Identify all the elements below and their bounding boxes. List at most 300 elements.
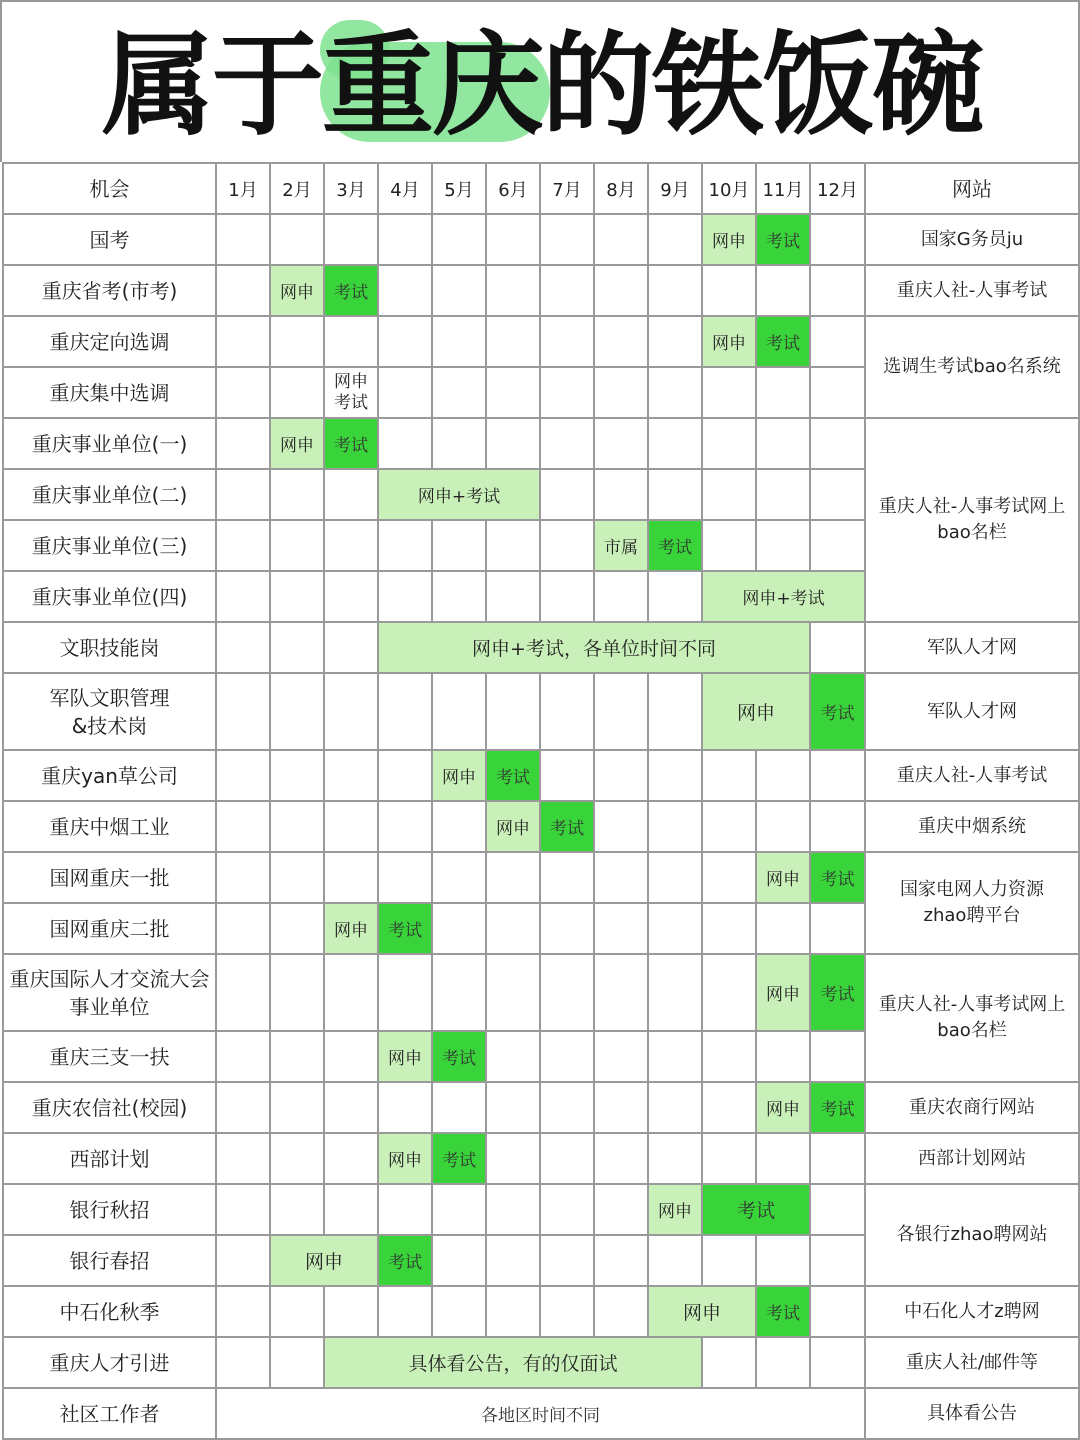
- empty-cell: [648, 571, 702, 622]
- empty-cell: [594, 1082, 648, 1133]
- empty-cell: [594, 673, 648, 750]
- empty-cell: [378, 954, 432, 1031]
- empty-cell: [594, 1133, 648, 1184]
- apply-cell: 网申: [270, 1235, 378, 1286]
- empty-cell: [540, 367, 594, 418]
- empty-cell: [378, 1184, 432, 1235]
- empty-cell: [324, 852, 378, 903]
- apply-cell: 网申: [324, 903, 378, 954]
- apply-cell: 网申: [378, 1031, 432, 1082]
- empty-cell: [540, 214, 594, 265]
- apply-text: 网申: [334, 371, 368, 392]
- empty-cell: [432, 520, 486, 571]
- website-cell: 国家电网人力资源zhao聘平台: [865, 852, 1079, 954]
- empty-cell: [486, 367, 540, 418]
- empty-cell: [810, 469, 865, 520]
- empty-cell: [810, 1337, 865, 1388]
- empty-cell: [432, 852, 486, 903]
- apply-cell: 网申: [648, 1286, 756, 1337]
- table-row: [3, 1082, 1079, 1133]
- empty-cell: [810, 801, 865, 852]
- empty-cell: [810, 750, 865, 801]
- empty-cell: [594, 1286, 648, 1337]
- table-row: [3, 1337, 1079, 1388]
- exam-cell: 考试: [810, 852, 865, 903]
- table-row: [3, 265, 1079, 316]
- empty-cell: [594, 801, 648, 852]
- empty-cell: [216, 1235, 270, 1286]
- empty-cell: [324, 1286, 378, 1337]
- empty-cell: [756, 418, 810, 469]
- empty-cell: [540, 418, 594, 469]
- empty-cell: [432, 801, 486, 852]
- empty-cell: [216, 673, 270, 750]
- empty-cell: [270, 1031, 324, 1082]
- empty-cell: [432, 265, 486, 316]
- exam-cell: 考试: [756, 214, 810, 265]
- apply-cell: 网申: [270, 418, 324, 469]
- apply-cell: 网申: [756, 1082, 810, 1133]
- empty-cell: [648, 418, 702, 469]
- exam-cell: 考试: [810, 954, 865, 1031]
- empty-cell: [810, 1184, 865, 1235]
- exam-cell: 考试: [432, 1031, 486, 1082]
- empty-cell: [810, 418, 865, 469]
- empty-cell: [756, 1337, 810, 1388]
- empty-cell: [486, 954, 540, 1031]
- row-label: 中石化秋季: [3, 1286, 216, 1337]
- empty-cell: [648, 265, 702, 316]
- website-cell: 国家G务员ju: [865, 214, 1079, 265]
- empty-cell: [216, 1133, 270, 1184]
- empty-cell: [810, 622, 865, 673]
- page-title: 属于重庆的铁饭碗: [102, 21, 982, 151]
- empty-cell: [648, 367, 702, 418]
- see-notice-cell: 具体看公告，有的仅面试: [324, 1337, 702, 1388]
- empty-cell: [216, 801, 270, 852]
- row-label: 重庆国际人才交流大会事业单位: [3, 954, 216, 1031]
- row-label: 重庆事业单位(三): [3, 520, 216, 571]
- header-website: 网站: [865, 163, 1079, 214]
- row-label: 重庆事业单位(四): [3, 571, 216, 622]
- empty-cell: [378, 750, 432, 801]
- empty-cell: [702, 954, 756, 1031]
- empty-cell: [756, 1031, 810, 1082]
- table-row: [3, 852, 1079, 903]
- empty-cell: [810, 1031, 865, 1082]
- empty-cell: [270, 622, 324, 673]
- apply-cell: 网申: [702, 316, 756, 367]
- empty-cell: [324, 954, 378, 1031]
- empty-cell: [432, 673, 486, 750]
- empty-cell: [216, 1082, 270, 1133]
- empty-cell: [324, 214, 378, 265]
- empty-cell: [810, 520, 865, 571]
- table-row: [3, 1184, 1079, 1235]
- empty-cell: [378, 1286, 432, 1337]
- table-row: [3, 214, 1079, 265]
- header-month: 4月: [378, 163, 432, 214]
- apply-cell: 网申: [756, 852, 810, 903]
- empty-cell: [486, 418, 540, 469]
- empty-cell: [324, 673, 378, 750]
- empty-cell: [324, 1031, 378, 1082]
- row-label: 重庆集中选调: [3, 367, 216, 418]
- empty-cell: [486, 214, 540, 265]
- row-label: 国考: [3, 214, 216, 265]
- empty-cell: [378, 214, 432, 265]
- empty-cell: [270, 469, 324, 520]
- empty-cell: [540, 265, 594, 316]
- exam-cell: 考试: [810, 673, 865, 750]
- empty-cell: [702, 750, 756, 801]
- empty-cell: [810, 1286, 865, 1337]
- empty-cell: [648, 954, 702, 1031]
- empty-cell: [756, 1133, 810, 1184]
- empty-cell: [324, 1082, 378, 1133]
- empty-cell: [270, 571, 324, 622]
- apply-cell: 网申: [270, 265, 324, 316]
- empty-cell: [216, 852, 270, 903]
- empty-cell: [324, 520, 378, 571]
- row-label: 银行春招: [3, 1235, 216, 1286]
- empty-cell: [540, 673, 594, 750]
- empty-cell: [540, 852, 594, 903]
- empty-cell: [756, 265, 810, 316]
- apply-cell: 网申: [432, 750, 486, 801]
- header-month: 12月: [810, 163, 865, 214]
- row-label: 重庆yan草公司: [3, 750, 216, 801]
- row-label: 重庆中烟工业: [3, 801, 216, 852]
- empty-cell: [324, 750, 378, 801]
- empty-cell: [648, 469, 702, 520]
- exam-cell: 考试: [324, 418, 378, 469]
- empty-cell: [648, 750, 702, 801]
- empty-cell: [378, 673, 432, 750]
- empty-cell: [810, 1235, 865, 1286]
- empty-cell: [432, 1082, 486, 1133]
- empty-cell: [270, 1133, 324, 1184]
- empty-cell: [486, 571, 540, 622]
- empty-cell: [756, 1235, 810, 1286]
- empty-cell: [270, 520, 324, 571]
- empty-cell: [702, 1031, 756, 1082]
- empty-cell: [702, 1133, 756, 1184]
- row-label: 社区工作者: [3, 1388, 216, 1439]
- exam-cell: 考试: [756, 316, 810, 367]
- empty-cell: [216, 1286, 270, 1337]
- exam-cell: 考试: [378, 1235, 432, 1286]
- row-label: 西部计划: [3, 1133, 216, 1184]
- empty-cell: [702, 903, 756, 954]
- apply-exam-cell: 网申+考试: [702, 571, 865, 622]
- empty-cell: [432, 1235, 486, 1286]
- table-row: [3, 954, 1079, 1031]
- empty-cell: [594, 954, 648, 1031]
- website-cell: 各银行zhao聘网站: [865, 1184, 1079, 1286]
- empty-cell: [216, 1031, 270, 1082]
- empty-cell: [702, 852, 756, 903]
- exam-cell: 考试: [432, 1133, 486, 1184]
- empty-cell: [270, 214, 324, 265]
- row-label: 重庆人才引进: [3, 1337, 216, 1388]
- empty-cell: [540, 316, 594, 367]
- header-opportunity: 机会: [3, 163, 216, 214]
- empty-cell: [486, 673, 540, 750]
- empty-cell: [216, 1337, 270, 1388]
- header-month: 2月: [270, 163, 324, 214]
- empty-cell: [378, 265, 432, 316]
- table-row: [3, 1133, 1079, 1184]
- empty-cell: [378, 1082, 432, 1133]
- apply-cell: 网申: [756, 954, 810, 1031]
- empty-cell: [702, 801, 756, 852]
- region-varies-cell: 各地区时间不同: [216, 1388, 865, 1439]
- apply-exam-cell: 网申+考试: [378, 469, 540, 520]
- empty-cell: [432, 954, 486, 1031]
- empty-cell: [810, 903, 865, 954]
- exam-cell: 考试: [540, 801, 594, 852]
- empty-cell: [216, 214, 270, 265]
- exam-text: 考试: [334, 392, 368, 413]
- empty-cell: [594, 1184, 648, 1235]
- empty-cell: [216, 316, 270, 367]
- empty-cell: [594, 469, 648, 520]
- empty-cell: [324, 571, 378, 622]
- apply-cell: 网申: [378, 1133, 432, 1184]
- schedule-table: [2, 162, 1080, 1440]
- website-cell: 选调生考试bao名系统: [865, 316, 1079, 418]
- empty-cell: [594, 265, 648, 316]
- empty-cell: [378, 316, 432, 367]
- apply-exam-varies-cell: 网申+考试，各单位时间不同: [378, 622, 810, 673]
- empty-cell: [810, 1133, 865, 1184]
- apply-cell: 网申: [648, 1184, 702, 1235]
- apply-exam-stacked-cell: [324, 367, 378, 418]
- website-cell: 西部计划网站: [865, 1133, 1079, 1184]
- empty-cell: [540, 1082, 594, 1133]
- empty-cell: [486, 1133, 540, 1184]
- empty-cell: [756, 801, 810, 852]
- empty-cell: [378, 367, 432, 418]
- empty-cell: [648, 852, 702, 903]
- row-label: 重庆事业单位(一): [3, 418, 216, 469]
- empty-cell: [270, 801, 324, 852]
- apply-cell: 网申: [702, 673, 810, 750]
- table-row: [3, 801, 1079, 852]
- empty-cell: [270, 1286, 324, 1337]
- header-month: 6月: [486, 163, 540, 214]
- empty-cell: [540, 1184, 594, 1235]
- row-label: 重庆省考(市考): [3, 265, 216, 316]
- empty-cell: [432, 1286, 486, 1337]
- website-cell: 具体看公告: [865, 1388, 1079, 1439]
- exam-cell: 考试: [702, 1184, 810, 1235]
- empty-cell: [486, 1235, 540, 1286]
- empty-cell: [216, 469, 270, 520]
- empty-cell: [270, 852, 324, 903]
- website-cell: 重庆中烟系统: [865, 801, 1079, 852]
- row-label: 重庆三支一扶: [3, 1031, 216, 1082]
- table-row: [3, 673, 1079, 750]
- empty-cell: [486, 520, 540, 571]
- header-month: 7月: [540, 163, 594, 214]
- empty-cell: [810, 214, 865, 265]
- empty-cell: [432, 418, 486, 469]
- empty-cell: [486, 903, 540, 954]
- empty-cell: [324, 1184, 378, 1235]
- empty-cell: [702, 520, 756, 571]
- empty-cell: [594, 418, 648, 469]
- empty-cell: [216, 903, 270, 954]
- empty-cell: [540, 750, 594, 801]
- header-row: [3, 163, 1079, 214]
- empty-cell: [216, 622, 270, 673]
- header-month: 1月: [216, 163, 270, 214]
- row-label: 文职技能岗: [3, 622, 216, 673]
- empty-cell: [540, 469, 594, 520]
- empty-cell: [540, 954, 594, 1031]
- empty-cell: [702, 418, 756, 469]
- municipal-cell: 市属: [594, 520, 648, 571]
- row-label: 重庆农信社(校园): [3, 1082, 216, 1133]
- website-cell: 军队人才网: [865, 622, 1079, 673]
- empty-cell: [324, 1133, 378, 1184]
- empty-cell: [432, 571, 486, 622]
- empty-cell: [216, 418, 270, 469]
- exam-cell: 考试: [810, 1082, 865, 1133]
- website-cell: 重庆人社/邮件等: [865, 1337, 1079, 1388]
- apply-cell: 网申: [486, 801, 540, 852]
- empty-cell: [594, 1031, 648, 1082]
- apply-cell: 网申: [702, 214, 756, 265]
- empty-cell: [216, 750, 270, 801]
- empty-cell: [756, 520, 810, 571]
- table-row: [3, 750, 1079, 801]
- header-month: 11月: [756, 163, 810, 214]
- empty-cell: [432, 316, 486, 367]
- title-banner: [0, 0, 1080, 162]
- empty-cell: [270, 1082, 324, 1133]
- empty-cell: [270, 750, 324, 801]
- empty-cell: [432, 1184, 486, 1235]
- row-label: 银行秋招: [3, 1184, 216, 1235]
- empty-cell: [648, 316, 702, 367]
- website-cell: 重庆人社-人事考试网上bao名栏: [865, 954, 1079, 1082]
- empty-cell: [378, 801, 432, 852]
- empty-cell: [270, 316, 324, 367]
- exam-cell: 考试: [756, 1286, 810, 1337]
- empty-cell: [216, 265, 270, 316]
- empty-cell: [756, 367, 810, 418]
- empty-cell: [594, 316, 648, 367]
- empty-cell: [648, 801, 702, 852]
- empty-cell: [324, 469, 378, 520]
- empty-cell: [648, 1235, 702, 1286]
- empty-cell: [540, 1235, 594, 1286]
- empty-cell: [702, 1337, 756, 1388]
- empty-cell: [594, 1235, 648, 1286]
- empty-cell: [540, 571, 594, 622]
- empty-cell: [702, 1082, 756, 1133]
- empty-cell: [216, 367, 270, 418]
- website-cell: 重庆人社-人事考试: [865, 265, 1079, 316]
- empty-cell: [486, 1082, 540, 1133]
- website-cell: 重庆农商行网站: [865, 1082, 1079, 1133]
- empty-cell: [378, 852, 432, 903]
- empty-cell: [324, 316, 378, 367]
- row-label: 国网重庆二批: [3, 903, 216, 954]
- empty-cell: [270, 954, 324, 1031]
- empty-cell: [648, 214, 702, 265]
- empty-cell: [702, 367, 756, 418]
- website-cell: 军队人才网: [865, 673, 1079, 750]
- exam-cell: 考试: [378, 903, 432, 954]
- empty-cell: [810, 316, 865, 367]
- table-row: [3, 1388, 1079, 1439]
- website-cell: 重庆人社-人事考试: [865, 750, 1079, 801]
- row-label: 军队文职管理&技术岗: [3, 673, 216, 750]
- empty-cell: [324, 622, 378, 673]
- header-month: 3月: [324, 163, 378, 214]
- empty-cell: [486, 1184, 540, 1235]
- header-month: 5月: [432, 163, 486, 214]
- empty-cell: [270, 1337, 324, 1388]
- empty-cell: [540, 1031, 594, 1082]
- empty-cell: [594, 367, 648, 418]
- empty-cell: [216, 520, 270, 571]
- empty-cell: [540, 1286, 594, 1337]
- empty-cell: [756, 903, 810, 954]
- header-month: 9月: [648, 163, 702, 214]
- table-row: [3, 622, 1079, 673]
- header-month: 8月: [594, 163, 648, 214]
- row-label: 重庆定向选调: [3, 316, 216, 367]
- empty-cell: [432, 903, 486, 954]
- empty-cell: [432, 367, 486, 418]
- header-month: 10月: [702, 163, 756, 214]
- exam-cell: 考试: [648, 520, 702, 571]
- empty-cell: [756, 469, 810, 520]
- empty-cell: [486, 852, 540, 903]
- empty-cell: [378, 571, 432, 622]
- row-label: 重庆事业单位(二): [3, 469, 216, 520]
- empty-cell: [648, 1031, 702, 1082]
- empty-cell: [378, 418, 432, 469]
- empty-cell: [486, 1031, 540, 1082]
- empty-cell: [810, 265, 865, 316]
- empty-cell: [594, 852, 648, 903]
- empty-cell: [378, 520, 432, 571]
- table-row: [3, 418, 1079, 469]
- empty-cell: [270, 367, 324, 418]
- empty-cell: [648, 673, 702, 750]
- empty-cell: [432, 214, 486, 265]
- empty-cell: [702, 469, 756, 520]
- empty-cell: [648, 1082, 702, 1133]
- website-cell: 重庆人社-人事考试网上bao名栏: [865, 418, 1079, 622]
- empty-cell: [540, 1133, 594, 1184]
- row-label: 国网重庆一批: [3, 852, 216, 903]
- empty-cell: [648, 1133, 702, 1184]
- empty-cell: [540, 520, 594, 571]
- empty-cell: [486, 1286, 540, 1337]
- empty-cell: [756, 750, 810, 801]
- empty-cell: [486, 316, 540, 367]
- empty-cell: [648, 903, 702, 954]
- empty-cell: [270, 1184, 324, 1235]
- empty-cell: [270, 903, 324, 954]
